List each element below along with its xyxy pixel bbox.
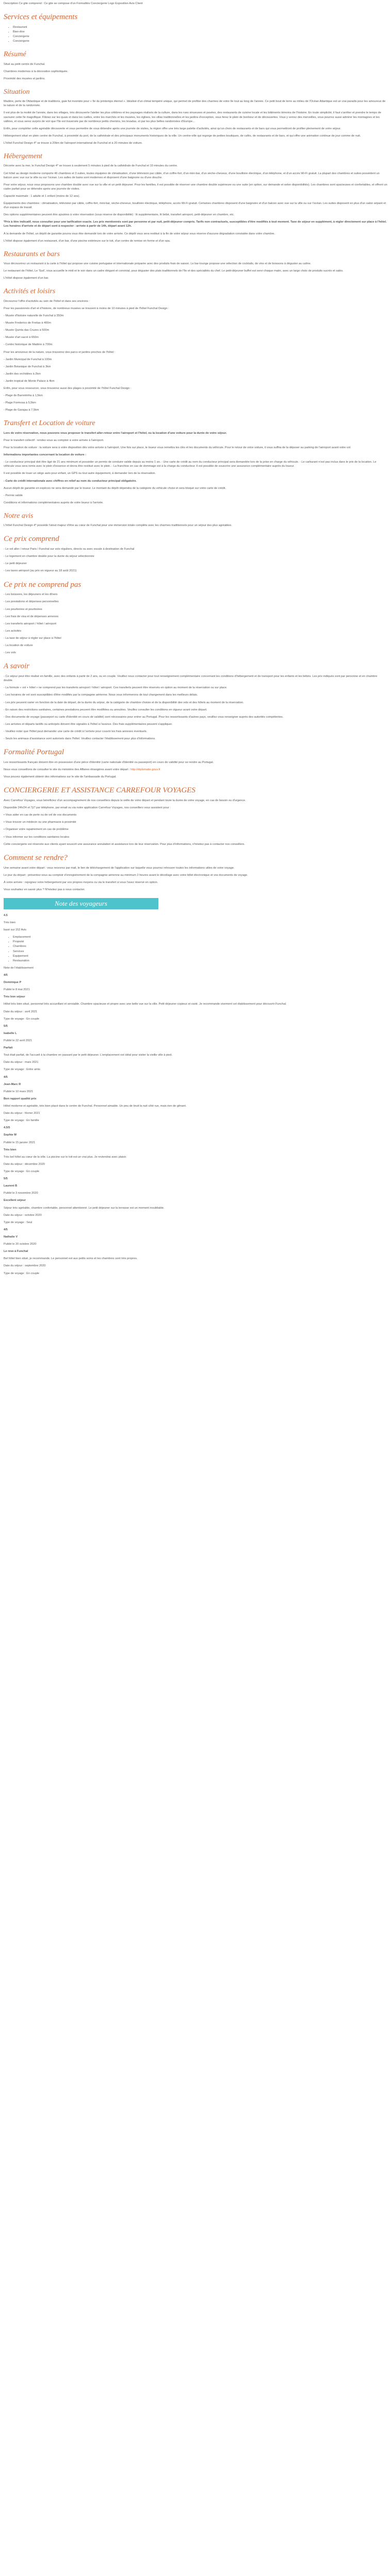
- review-type: Type de voyage : En couple: [4, 1272, 40, 1275]
- situation-title: Situation: [4, 88, 30, 96]
- list-item: - Le vol aller / retour Paris / Funchal sur vols réguliers, directs ou avec escale à destination de Funchal: [4, 548, 135, 551]
- list-item: - Jardin Botanique de Funchal à 3km: [4, 365, 51, 368]
- list-item: • Vous trouver un médecin ou une pharmacie à proximité: [4, 821, 76, 824]
- list-item: • Emplacement: [13, 935, 387, 939]
- activites-paragraph: Enfin, pour vous ressourcer, vous trouverez aussi des plages à proximité de l'hôtel Funchal Design :: [4, 387, 132, 391]
- list-item: • Conciergerie: [13, 39, 387, 43]
- avis-score: 4.5: [4, 913, 8, 917]
- resume-line: Situé au petit centre de Funchal.: [4, 62, 45, 66]
- hebergement-note: *Prix à titre indicatif, nous consulter pour une tarification exacte. Les prix mentionnés sont par personne et par nuit, petit-déjeuner compris. Tarifs non contractuels, susceptibles d'être modifiés à tout moment. Taxe de séjour en supplément, à régler directement sur place à l'hôtel. Les horaires d'arrivée et de départ sont à respecter : arrivée à partir de 14h, départ avant 12h.: [4, 221, 387, 228]
- list-item: • Équipement: [13, 954, 387, 958]
- comment-title: Comment se rendre?: [4, 853, 68, 862]
- list-item: - Musée Quinta das Cruzes à 500m: [4, 329, 50, 332]
- a-savoir-paragraph: - La formule « vol + hôtel » ne comprend pas les transferts aéroport / hôtel / aéroport. Ces transferts peuvent être réservés en option au moment de la réservation ou sur place.: [4, 686, 227, 690]
- prix-comprend-title: Ce prix comprend: [4, 535, 59, 544]
- hebergement-paragraph: Des options supplémentaires peuvent être ajoutées à votre réservation (sous réserve de disponibilité) : lit supplémentaire, lit bébé, transfert aéroport, petit-déjeuner en chambre, etc.: [4, 213, 235, 217]
- a-savoir-paragraph: - En raison des restrictions sanitaires, certaines prestations peuvent être modifiées ou annulées. Veuillez consulter les conditions en vigueur avant votre départ.: [4, 708, 207, 711]
- a-savoir-title: A savoir: [4, 662, 30, 671]
- comment-paragraph: Le jour du départ : présentez-vous au comptoir d'enregistrement de la compagnie aérienne au minimum 2 heures avant le décollage avec votre billet électronique et vos documents de voyage.: [4, 873, 248, 877]
- list-item: - Musée Frederico de Freitas à 400m: [4, 321, 52, 325]
- review-text: Hôtel moderne et agréable, très bien placé dans le centre de Funchal. Personnel aimable. Un peu de bruit la nuit côté rue, mais rien de gênant.: [4, 1105, 187, 1108]
- review-name: Isabelle L: [4, 1031, 17, 1035]
- notre-avis-paragraph: L'hôtel Funchal Design 4* possède l'atout majeur d'être au cœur de Funchal pour une immersion totale complète avec les charmes traditionnels pour un séjour des plus agréables.: [4, 524, 232, 528]
- review-name: Nathalie V: [4, 1235, 18, 1239]
- list-item: • Vous aider en cas de perte ou de vol de vos documents: [4, 814, 77, 817]
- list-item: - Jardin tropical de Monte Palace à 4km: [4, 379, 55, 383]
- review-stay: Date du séjour : décembre 2020: [4, 1162, 45, 1166]
- review-title: Parfait: [4, 1046, 13, 1050]
- list-item: - Les transferts aéroport / hôtel / aéroport: [4, 622, 56, 625]
- review-type: Type de voyage : En couple: [4, 1017, 40, 1021]
- conciergerie-paragraph: Disponible 24h/24 et 7j/7 par téléphone, par email ou via notre application Carrefour Voyages, nos conseillers vous assistent pour :: [4, 806, 171, 810]
- avis-label: Très bien: [4, 921, 16, 925]
- list-item: • Services: [13, 950, 387, 954]
- list-item: - Les pourboires et pourboires: [4, 607, 42, 611]
- list-item: - Jardin Municipal de Funchal à 100m: [4, 358, 52, 361]
- hebergement-paragraph: Pour votre séjour, nous vous proposons une chambre double avec vue sur la ville et un petit déjeuner. Pour les familles, il est possible de réserver une chambre double supérieure ou une suite (en option, sur demande et selon disponibilités). Les chambres sont spacieuses et confortables, et offrent un cadre parfait pour se détendre après une journée de visites.: [4, 183, 387, 191]
- notre-avis-title: Notre avis: [4, 512, 34, 520]
- list-item: - Le logement en chambre double pour la durée du séjour sélectionnée: [4, 555, 94, 558]
- transfert-paragraph: Il est possible de louer un siège auto pour enfant, un GPS ou tout autre équipement, à demander lors de la réservation.: [4, 472, 156, 476]
- hebergement-paragraph: L'hôtel dispose également d'un restaurant, d'un bar, d'une piscine extérieure sur le toit, d'un centre de remise en forme et d'un spa.: [4, 239, 171, 243]
- transfert-options: - Carte de crédit internationale avec chiffres en relief au nom du conducteur principal obligatoire.: [4, 479, 137, 483]
- list-item: - Les activités: [4, 629, 22, 633]
- list-item: - Musée d'art sacré à 650m: [4, 336, 39, 340]
- review-card: [4, 1228, 387, 1276]
- criteria-list: [4, 935, 387, 963]
- transfert-paragraph: Aucun dépôt de garantie en espèces ne sera demandé par le loueur. Le montant du dépôt dépendra de la catégorie du véhicule choisi et sera bloqué sur votre carte de crédit.: [4, 486, 226, 490]
- list-item: • Restaurant: [13, 25, 387, 29]
- hebergement-paragraph: Décorée avec la mer, le Funchal Design 4* se trouve à seulement 5 minutes à pied de la cathédrale de Funchal et 10 minutes du centre.: [4, 164, 178, 168]
- list-item: • Propreté: [13, 940, 387, 944]
- transfert-paragraph: Pour le transfert collectif : rendez-vous au comptoir à votre arrivée à l'aéroport.: [4, 438, 104, 442]
- avis-total: basé sur 152 Avis: [4, 928, 27, 932]
- review-title: Très bon séjour: [4, 995, 25, 999]
- review-date: Publié le 20 octobre 2020: [4, 1243, 37, 1246]
- list-item: - Les frais de visa et de dépenses annexes: [4, 615, 59, 618]
- review-type: Type de voyage : Entre amis: [4, 1068, 40, 1072]
- review-name: Sophie M: [4, 1133, 17, 1137]
- review-date: Publié le 8 mai 2021: [4, 988, 30, 992]
- restaurants-paragraph: Vous découvrirez un restaurant à la carte à l'hôtel qui propose une cuisine portugaise et internationale préparée avec des produits frais de saison. Le bar-lounge propose une sélection de cocktails, de vins et de boissons à déguster au calme.: [4, 262, 312, 266]
- review-stay: Date du séjour : avril 2021: [4, 1010, 38, 1013]
- review-name: Laurent B: [4, 1184, 18, 1188]
- a-savoir-paragraph: - Des documents de voyage (passeport ou carte d'identité en cours de validité) sont nécessaires pour entrer au Portugal. Pour les ressortissants d'autres pays, veuillez vous renseigner auprès des autorités compétentes.: [4, 715, 284, 719]
- list-item: • Chambres: [13, 944, 387, 948]
- review-type: Type de voyage : Seul: [4, 1221, 32, 1224]
- description-line: Description Ce gite comprend : Ce gite se compose d'un Formalités Conciergerie Logo Exposition Avis Client: [4, 2, 143, 5]
- review-card: [4, 1075, 387, 1123]
- review-date: Publié le 10 mars 2021: [4, 1090, 34, 1093]
- list-item: - Musée d'histoire naturelle de Funchal à 350m: [4, 314, 64, 317]
- comment-paragraph: Vous souhaitez en savoir plus ? N'hésitez pas à nous contacter.: [4, 888, 85, 891]
- formalite-text: Nous vous conseillons de consulter le site du ministère des Affaires étrangères avant votre départ :: [4, 768, 130, 772]
- list-item: • Organiser votre rapatriement en cas de problème: [4, 828, 69, 832]
- review-rating: 5/5: [4, 1177, 8, 1181]
- transfert-title: Transfert et Location de voiture: [4, 419, 95, 428]
- list-item: - Centre historique de Madère à 700m: [4, 343, 53, 347]
- review-card: [4, 973, 387, 1021]
- list-item: - La location de voiture: [4, 644, 33, 648]
- list-item: • Conciergerie: [13, 35, 387, 39]
- prix-ne-comprend-title: Ce prix ne comprend pas: [4, 580, 82, 589]
- restaurants-paragraph: L'hôtel dispose également d'un bar.: [4, 277, 49, 280]
- list-item: - Les prestations et dépenses personnelles: [4, 600, 59, 604]
- comment-paragraph: À votre arrivée : rejoignez votre hébergement par vos propres moyens ou via le transfert si vous l'avez réservé en option.: [4, 880, 158, 884]
- conciergerie-paragraph: Avec Carrefour Voyages, vous bénéficiez d'un accompagnement de nos conseillers depuis la veille de votre départ et pendant toute la durée de votre voyage, en cas de besoin ou d'urgence.: [4, 799, 246, 802]
- review-rating: 5/5: [4, 1024, 8, 1028]
- review-text: Bel hôtel bien situé, je recommande. Le personnel est aux petits soins et les chambres sont très propres.: [4, 1257, 138, 1261]
- list-item: - Plage de Garajau à 7,5km: [4, 409, 39, 412]
- transfert-info-title: Informations importantes concernant la location de voiture :: [4, 453, 87, 457]
- formalite-paragraph: Vous pouvez également obtenir des informations sur le site de l'ambassade du Portugal.: [4, 775, 117, 779]
- a-savoir-paragraph: - Ce séjour peut être réalisé en famille, avec des enfants à partir de 2 ans, ou en couple. Veuillez nous contacter pour tout renseignement complémentaire concernant les conditions d'hébergement et de transport pour les enfants et les bébés. Les prix indiqués sont par personne et en chambre double.: [4, 675, 378, 683]
- review-stay: Date du séjour : mars 2021: [4, 1061, 39, 1064]
- conciergerie-paragraph: Cette conciergerie est réservée aux clients ayant souscrit une assurance annulation et assistance lors de leur réservation. Pour plus d'informations, n'hésitez pas à contacter nos conseillers.: [4, 842, 245, 846]
- avis-banner[interactable]: Note des voyageurs: [4, 898, 158, 909]
- list-item: - Plage de Barreirinha à 1,5km: [4, 394, 43, 398]
- list-item: • Bien-être: [13, 30, 387, 34]
- review-card: [4, 1177, 387, 1225]
- list-item: - Les vols: [4, 651, 16, 655]
- formalite-paragraph: Les ressortissants français doivent être en possession d'une pièce d'identité (carte nationale d'identité ou passeport) en cours de validité pour se rendre au Portugal.: [4, 760, 214, 764]
- comment-paragraph: Une semaine avant votre départ : vous recevrez par mail, le lien de téléchargement de l'application sur laquelle vous pourrez retrouver toutes les informations utiles de votre voyage.: [4, 866, 235, 870]
- avis-intro: Note de l'établissement: [4, 966, 34, 970]
- review-text: Très bel hôtel au cœur de la ville. La piscine sur le toit est un vrai plus. Je reviendrai avec plaisir.: [4, 1155, 127, 1159]
- transfert-paragraph: Conditions et informations complémentaires auprès de votre loueur à l'arrivée.: [4, 501, 104, 504]
- conciergerie-title: CONCIERGERIE ET ASSISTANCE CARREFOUR VOYAGES: [4, 786, 196, 795]
- hebergement-paragraph: À la demande de l'hôtel, un dépôt de garantie pourra vous être demandé lors de votre arrivée. Ce dépôt vous sera restitué à la fin de votre séjour sous réserve d'aucune dégradation constatée dans votre chambre.: [4, 232, 275, 235]
- review-text: Tout était parfait, de l'accueil à la chambre en passant par le petit déjeuner. L'emplacement est idéal pour visiter la vieille ville à pied.: [4, 1054, 173, 1057]
- review-title: Très bien: [4, 1148, 17, 1151]
- review-card: [4, 1024, 387, 1072]
- list-item: - La taxe de séjour à régler sur place à l'hôtel: [4, 636, 61, 640]
- hebergement-paragraph: Cet hôtel au design moderne comporte 46 chambres et 3 suites, toutes équipées de climatisation, d'une télévision par câble, d'un coffre-fort, d'un mini-bar, d'un sèche-cheveux, d'une bouilloire électrique, d'un téléphone, et d'un accès Wi-Fi gratuit. La plupart des chambres et suites possèdent un balcon avec vue sur la ville ou sur l'océan. Les salles de bains sont modernes et disposent d'une baignoire ou d'une douche.: [4, 172, 380, 179]
- formalite-paragraph: [4, 768, 387, 772]
- situation-paragraph: L'hôtel Funchal Design 4* se trouve à 20km de l'aéroport international de Funchal et à 20 minutes de voiture.: [4, 141, 143, 145]
- situation-paragraph: Enfin, pour compléter cette agréable découverte et vous permettre de vous détendre après une journée de visites, la région offre une très large palette d'activités, ainsi qu'un choix de restaurants et de bars qui vous permettront de profiter pleinement de votre séjour.: [4, 127, 341, 130]
- services-list: [4, 25, 387, 43]
- restaurants-paragraph: Le restaurant de l'hôtel, Le 'Sud', vous accueille le midi et le soir dans un cadre élégant et convivial, pour déguster des plats traditionnels de l'île et des spécialités du chef. Le petit-déjeuner buffet est servi chaque matin, avec un large choix de produits sucrés et salés.: [4, 269, 344, 273]
- review-title: Le reve à Funchal: [4, 1250, 28, 1253]
- a-savoir-paragraph: - Les prix peuvent varier en fonction de la date de départ, de la durée du séjour, de la catégorie de chambre choisie et de la disponibilité des vols et des hôtels au moment de la réservation.: [4, 701, 244, 704]
- resume-line: Chambres modernes à la décoration sophistiquée.: [4, 70, 68, 73]
- diplomatie-link[interactable]: http://diplomatie.gouv.fr: [131, 768, 160, 772]
- review-card: [4, 1126, 387, 1174]
- review-date: Publié le 22 avril 2021: [4, 1039, 32, 1043]
- review-stay: Date du séjour : octobre 2020: [4, 1213, 42, 1217]
- review-date: Publié le 15 janvier 2021: [4, 1141, 36, 1144]
- list-item: • Restauration: [13, 959, 387, 963]
- a-savoir-paragraph: - Veuillez noter que l'hôtel peut demander une carte de crédit à l'arrivée pour couvrir les frais annexes éventuels.: [4, 730, 148, 733]
- transfert-paragraph: Pour la location de voiture : la voiture sera à votre disposition dès votre arrivée à l'aéroport. Une fois sur place, le loueur vous remettra les clés et les documents du véhicule. Pour le retour de votre voiture, il vous suffira de la déposer au parking de l'aéroport avant votre vol.: [4, 446, 351, 449]
- page: [0, 0, 391, 1276]
- a-savoir-paragraph: - Les arrivées et départs tardifs ou anticipés doivent être signalés à l'hôtel à l'avance. Des frais supplémentaires peuvent s'appliquer.: [4, 722, 173, 726]
- a-savoir-paragraph: - Les horaires de vol sont susceptibles d'être modifiés par la compagnie aérienne. Nous vous informerons de tout changement dans les meilleurs délais.: [4, 693, 198, 697]
- list-item: - Le petit déjeuner: [4, 562, 27, 566]
- hebergement-paragraph: Équipements des chambres : climatisation, télévision par câble, coffre-fort, mini-bar, sèche-cheveux, bouilloire électrique, téléphone, accès Wi-Fi gratuit. Certaines chambres disposent d'une baignoire et d'un balcon avec vue sur la ville ou sur l'océan. Les suites disposent en plus d'un salon séparé et d'un espace de travail.: [4, 202, 386, 210]
- review-type: Type de voyage : En famille: [4, 1119, 39, 1123]
- formalite-title: Formalité Portugal: [4, 748, 64, 757]
- activites-paragraph: Pour les passionnés d'art et d'histoire, de nombreux musées se trouvent à moins de 10 minutes à pied de l'hôtel Funchal Design :: [4, 307, 169, 310]
- hebergement-title: Hébergement: [4, 152, 42, 161]
- list-item: - Les boissons, les déjeuners et les dîners: [4, 593, 58, 597]
- review-date: Publié le 3 novembre 2020: [4, 1192, 38, 1195]
- list-item: - Plage Formosa à 5,5km: [4, 401, 36, 405]
- list-item: - Jardin des orchidées à 2km: [4, 372, 41, 376]
- review-stay: Date du séjour : février 2021: [4, 1112, 40, 1115]
- review-rating: 4/5: [4, 1228, 8, 1231]
- situation-paragraph: Madère, perle de l'Atlantique et de traditions, gaie fut inventée pour « île du printemps éternel ». Idéalisé d'un climat tempéré unique, qui permet de profiter des charmes de votre île tout au long de l'année. Ce petit bout de terre au milieu de l'Océan Atlantique est un vrai paradis pour les amoureux de la nature et de la randonnée.: [4, 100, 386, 108]
- review-type: Type de voyage : En couple: [4, 1170, 40, 1173]
- list-item: - Les taxes aéroport (au prix en vigueur au 18 août 2021): [4, 569, 77, 573]
- restaurants-title: Restaurants et bars: [4, 250, 60, 258]
- list-item: • Vous informer sur les conditions sanitaires locales: [4, 835, 70, 839]
- activites-title: Activités et loisirs: [4, 287, 56, 296]
- activites-paragraph: Pour les amoureux de la nature, vous trouverez des parcs et jardins proches de l'hôtel :: [4, 350, 116, 354]
- hebergement-paragraph: Capacité maximale : 1 adulte et 1 enfant (moins de 12 ans).: [4, 194, 80, 198]
- transfert-info: - Le conducteur principal doit être âgé de 21 ans minimum et posséder un permis de conduire valide depuis au moins 1 an. - Une carte de crédit au nom du conducteur principal sera demandée lors de la prise en charge du véhicule. - Le carburant n'est pas inclus dans le prix de la location. Le véhicule vous sera remis avec le plein d'essence et devra être restitué avec le plein. - La franchise en cas de dommage est à la charge du conducteur. Il est possible de souscrire une assurance complémentaire auprès du loueur.: [4, 461, 377, 468]
- activites-paragraph: Découvrez l'offre d'activités au sein de l'hôtel et dans ses environs :: [4, 299, 90, 303]
- transfert-paragraph: Lors de votre réservation, nous pouvons vous proposer le transfert aller-retour entre l'aéroport et l'hôtel, ou la location d'une voiture pour la durée de votre séjour.: [4, 431, 227, 435]
- review-rating: 4/5: [4, 1075, 8, 1079]
- review-name: Jean-Marc R: [4, 1082, 21, 1086]
- review-text: Séjour très agréable, chambre confortable, personnel attentionné. Le petit déjeuner sur la terrasse est un moment inoubliable.: [4, 1206, 165, 1210]
- situation-paragraph: Hébergement situé en plein centre de Funchal, à proximité du port, de la cathédrale et des principaux monuments historiques de la ville. Un centre-ville qui regorge de petites boutiques, de cafés, de restaurants et de bars, et qui offre une animation continue de jour comme de nuit.: [4, 134, 361, 138]
- services-title: Services et équipements: [4, 13, 78, 22]
- review-rating: 4/5: [4, 974, 8, 977]
- review-title: Bon rapport qualité prix: [4, 1097, 37, 1100]
- review-name: Dominique P: [4, 981, 22, 985]
- resume-title: Résumé: [4, 50, 26, 59]
- a-savoir-paragraph: - Seuls les animaux d'assistance sont autorisés dans l'hôtel. Veuillez contacter l'établissement pour plus d'informations.: [4, 737, 156, 741]
- resume-line: Proximité des musées et jardins.: [4, 77, 45, 80]
- review-rating: 4.5/5: [4, 1126, 10, 1130]
- transfert-paragraph: - Permis valide: [4, 494, 23, 497]
- review-text: Hôtel très bien situé, personnel très accueillant et serviable. Chambre spacieuse et propre avec une belle vue sur la ville. Petit déjeuner copieux et varié. Je recommande vivement cet établissement pour découvrir Funchal.: [4, 1003, 287, 1006]
- review-stay: Date du séjour : septembre 2020: [4, 1264, 46, 1268]
- review-title: Excellent séjour: [4, 1199, 26, 1202]
- situation-paragraph: Il est plus de la moitié de l'année, dans les villages, très découverte l'atelier les plus célèbres et les paysages réalisés de la culture, dans les rues sinueuses et pavées, des restaurants de cuisine locale et les bâtiments témoins de l'histoire. En toute simplicité, il faut s'arrêter et prendre le temps de savourer cette île magnifique. Flânez sur les quais et dans les ruelles, entre les marchés et les musées, les églises, les villas traditionnelles et les jardins d'exception, vous ferez le plein de bonheur et de découvertes. Vous y verrez des merveilles, vous pourrez aussi admirer les montagnes et les vallées, et vous serez surpris de voir que l'île est traversée par de nombreux petits chemins, les levadas, et par les plus belles randonnées d'Europe...: [4, 111, 381, 123]
